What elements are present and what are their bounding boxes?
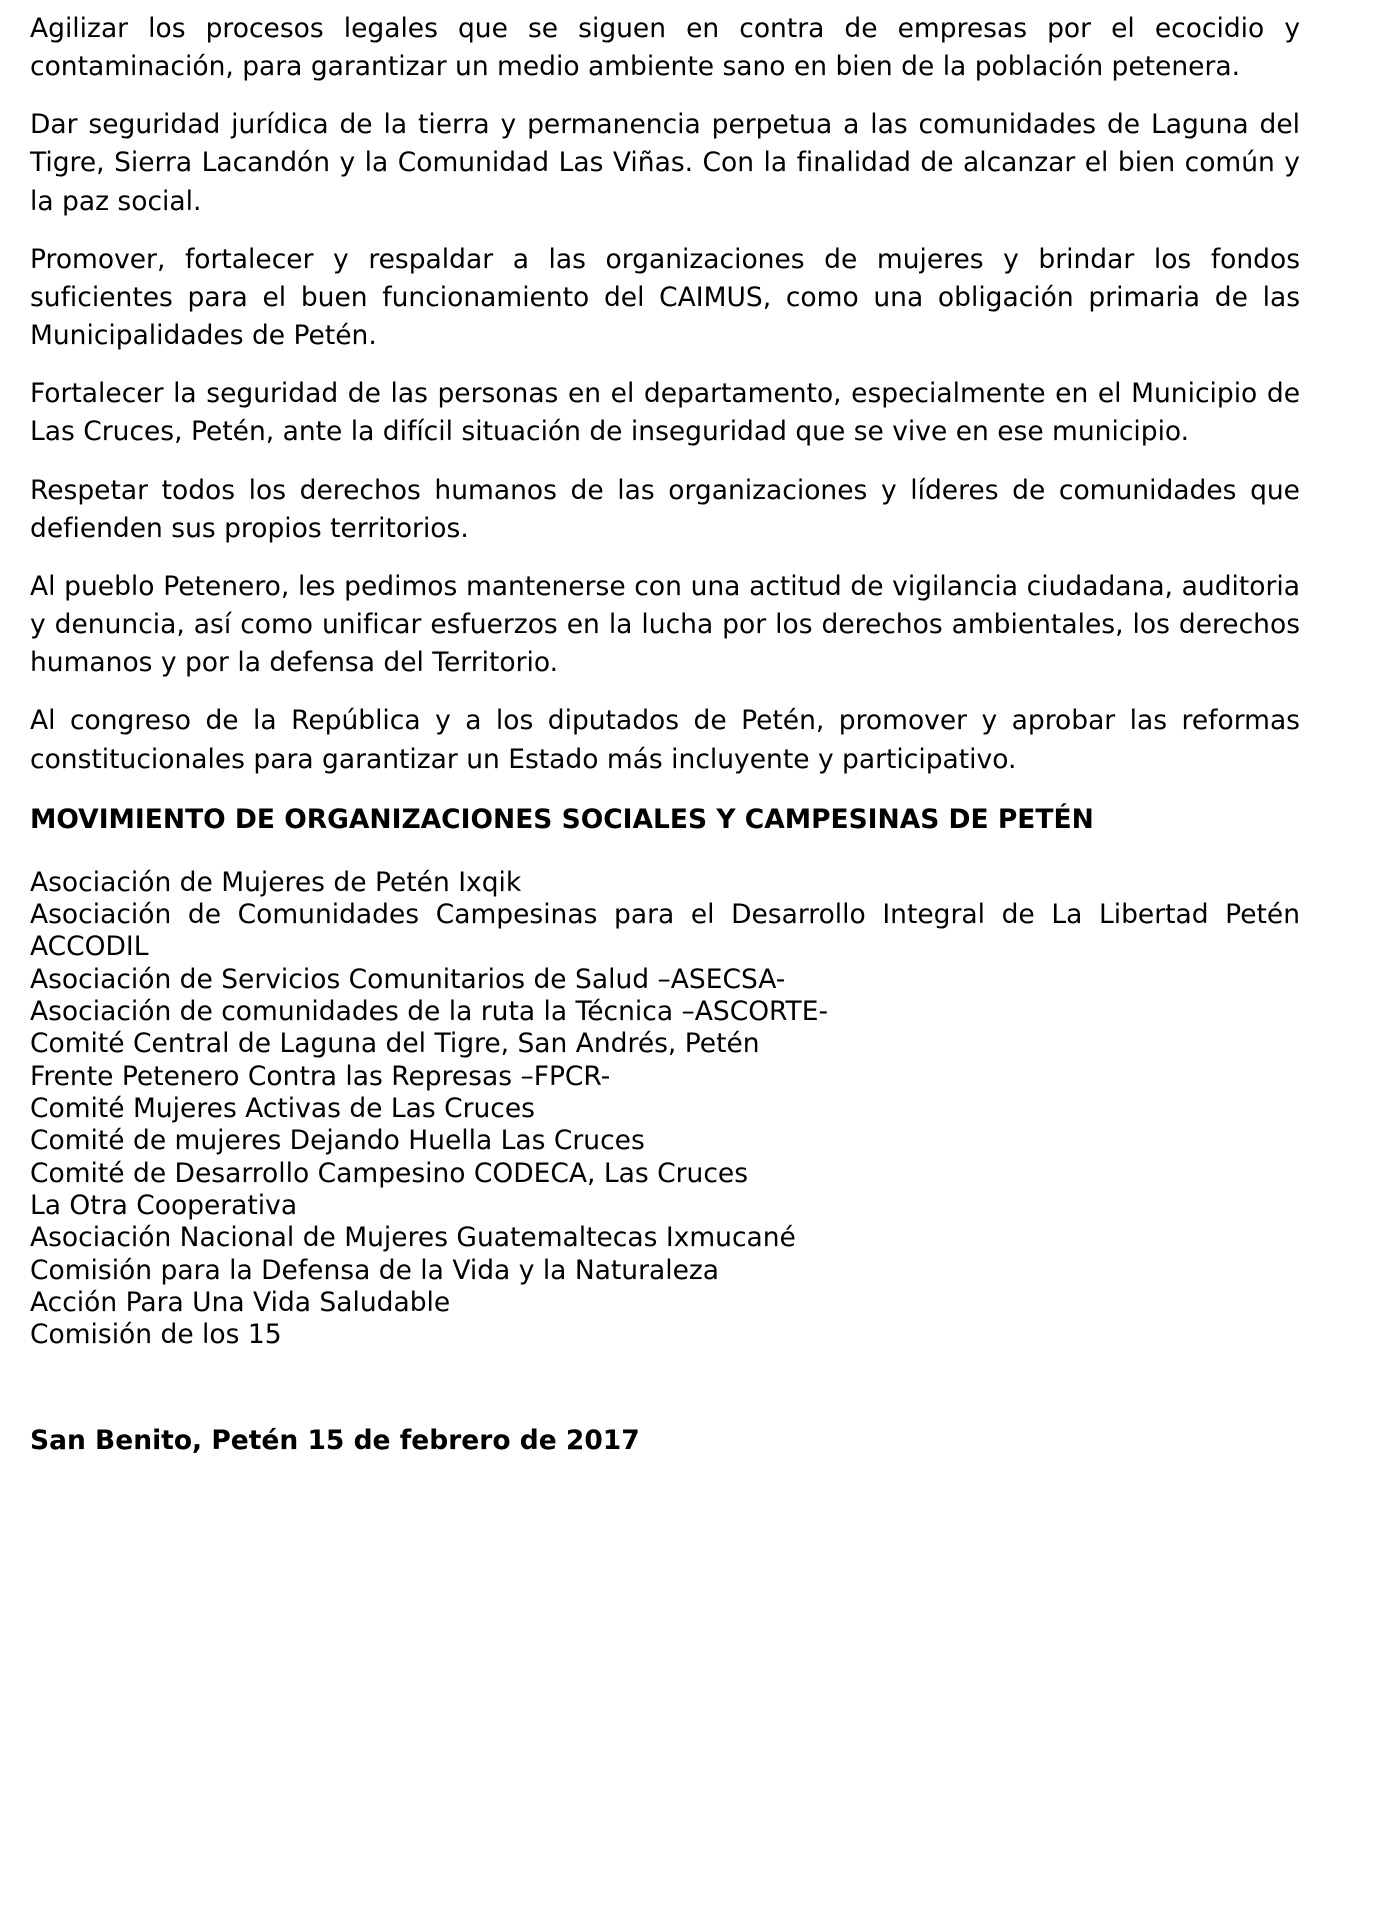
paragraph-7: Al congreso de la República y a los diputados de Petén, promover y aprobar las reformas constitucionales para garantizar un Estado más incluyente y participativo.: [30, 705, 1300, 775]
list-item: Asociación de Comunidades Campesinas para el Desarrollo Integral de La Libertad Petén ACCODIL: [30, 899, 1300, 963]
list-item: Asociación de comunidades de la ruta la Técnica –ASCORTE-: [30, 996, 829, 1028]
paragraph-6: Al pueblo Petenero, les pedimos mantenerse con una actitud de vigilancia ciudadana, auditoria y denuncia, así como unificar esfuerzos en la lucha por los derechos ambientales, los derechos humanos y por la defensa del Territorio.: [30, 570, 1300, 679]
list-item: Comisión de los 15: [30, 1319, 282, 1351]
paragraph-2: Dar seguridad jurídica de la tierra y permanencia perpetua a las comunidades de Laguna del Tigre, Sierra Lacandón y la Comunidad Las Viñas. Con la finalidad de alcanzar el bien común y la paz social.: [30, 109, 1300, 217]
list-item: Asociación de Mujeres de Petén Ixqik: [30, 866, 522, 898]
organization-list: [30, 867, 1300, 1352]
list-item: Comité de mujeres Dejando Huella Las Cruces: [30, 1125, 645, 1157]
paragraph-3: Promover, fortalecer y respaldar a las organizaciones de mujeres y brindar los fondos suficientes para el buen funcionamiento del CAIMUS, como una obligación primaria de las Municipalidades de Petén.: [30, 243, 1300, 352]
signature-line: San Benito, Petén 15 de febrero de 2017: [30, 1424, 640, 1456]
list-item: Frente Petenero Contra las Represas –FPCR-: [30, 1060, 611, 1092]
bottom-spacer: [30, 1458, 1300, 1518]
list-item: Acción Para Una Vida Saludable: [30, 1287, 451, 1319]
section-heading: MOVIMIENTO DE ORGANIZACIONES SOCIALES Y CAMPESINAS DE PETÉN: [30, 803, 1094, 835]
paragraph-5: Respetar todos los derechos humanos de las organizaciones y líderes de comunidades que defienden sus propios territorios.: [30, 474, 1300, 544]
paragraph-4: Fortalecer la seguridad de las personas en el departamento, especialmente en el Municipio de Las Cruces, Petén, ante la difícil situación de inseguridad que se vive en ese municipio.: [30, 378, 1300, 448]
paragraph-1: Agilizar los procesos legales que se siguen en contra de empresas por el ecocidio y contaminación, para garantizar un medio ambiente sano en bien de la población petenera.: [30, 13, 1300, 83]
list-item: Asociación Nacional de Mujeres Guatemaltecas Ixmucané: [30, 1222, 796, 1254]
list-item: La Otra Cooperativa: [30, 1190, 298, 1222]
list-item: Comité de Desarrollo Campesino CODECA, Las Cruces: [30, 1157, 749, 1189]
list-item: Comisión para la Defensa de la Vida y la Naturaleza: [30, 1254, 720, 1286]
list-item: Comité Central de Laguna del Tigre, San Andrés, Petén: [30, 1028, 760, 1060]
list-item: Comité Mujeres Activas de Las Cruces: [30, 1093, 535, 1125]
list-item: Asociación de Servicios Comunitarios de Salud –ASECSA-: [30, 963, 786, 995]
